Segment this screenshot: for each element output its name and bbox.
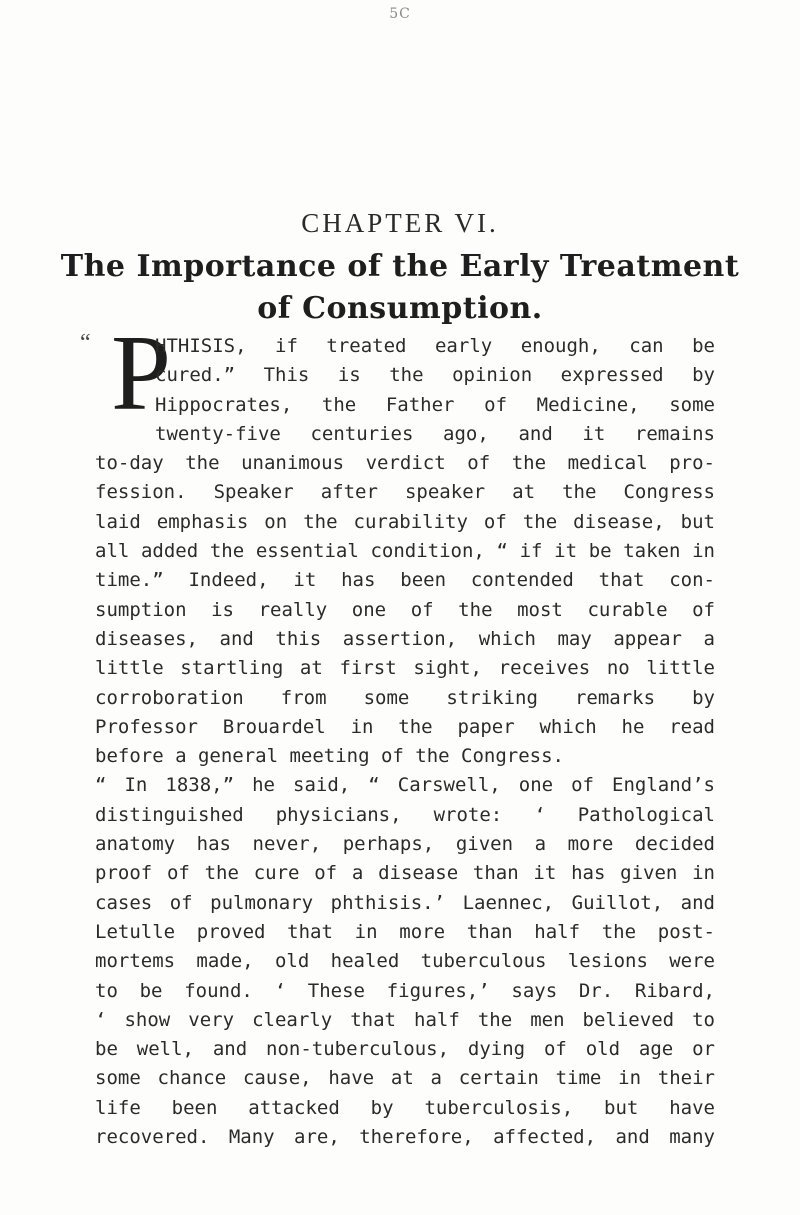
text-line: Hippocrates, the Father of Medicine, some: [155, 393, 715, 416]
text-line: little startling at first sight, receives no little: [95, 657, 715, 680]
text-line: Professor Brouardel in the paper which he read: [95, 715, 715, 738]
text-line: Letulle proved that in more than half the post-: [95, 920, 715, 943]
text-line: to be found. ‘ These figures,’ says Dr. Ribard,: [95, 979, 715, 1002]
text-line: laid emphasis on the curability of the disease, but: [95, 510, 715, 533]
text-line: HTHISIS, if treated early enough, can be: [155, 335, 715, 357]
drop-cap-letter: P: [111, 314, 172, 433]
chapter-heading: CHAPTER VI.: [301, 208, 499, 238]
text-line: mortems made, old healed tuberculous lesions were: [95, 950, 715, 973]
text-line: sumption is really one of the most curable of: [95, 598, 715, 621]
opening-quote-mark: “: [80, 330, 91, 356]
text-line: fession. Speaker after speaker at the Congress: [95, 481, 715, 504]
text-line: life been attacked by tuberculosis, but have: [95, 1096, 715, 1119]
chapter-title-line-2: of Consumption.: [257, 291, 543, 326]
text-line: cases of pulmonary phthisis.’ Laennec, Guillot, and: [95, 891, 715, 914]
text-line: ‘ show very clearly that half the men believed to: [95, 1008, 715, 1031]
text-line: be well, and non-tuberculous, dying of old age or: [95, 1038, 715, 1061]
text-line: anatomy has never, perhaps, given a more decided: [95, 833, 715, 856]
text-line: diseases, and this assertion, which may appear a: [95, 627, 715, 650]
dropcap-indented-lines: [95, 332, 715, 449]
text-line: recovered. Many are, therefore, affected, and many: [95, 1126, 715, 1149]
text-line: “ In 1838,” he said, “ Carswell, one of England’s: [95, 774, 715, 797]
text-line: corroboration from some striking remarks by: [95, 686, 715, 709]
text-line: before a general meeting of the Congress.: [95, 745, 564, 768]
text-line: to-day the unanimous verdict of the medical pro-: [95, 452, 715, 475]
page-marker: 5C: [389, 6, 411, 22]
text-line: proof of the cure of a disease than it has given in: [95, 862, 715, 885]
text-line: cured.” This is the opinion expressed by: [155, 364, 715, 387]
text-line: twenty-five centuries ago, and it remains: [155, 422, 715, 445]
text-line: distinguished physicians, wrote: ‘ Pathological: [95, 803, 715, 826]
text-line: time.” Indeed, it has been contended that con-: [95, 569, 715, 592]
text-line: some chance cause, have at a certain time in their: [95, 1067, 715, 1090]
text-line: all added the essential condition, “ if it be taken in: [95, 540, 715, 563]
chapter-title-line-1: The Importance of the Early Treatment: [60, 249, 740, 284]
chapter-body-text: [95, 332, 715, 1152]
